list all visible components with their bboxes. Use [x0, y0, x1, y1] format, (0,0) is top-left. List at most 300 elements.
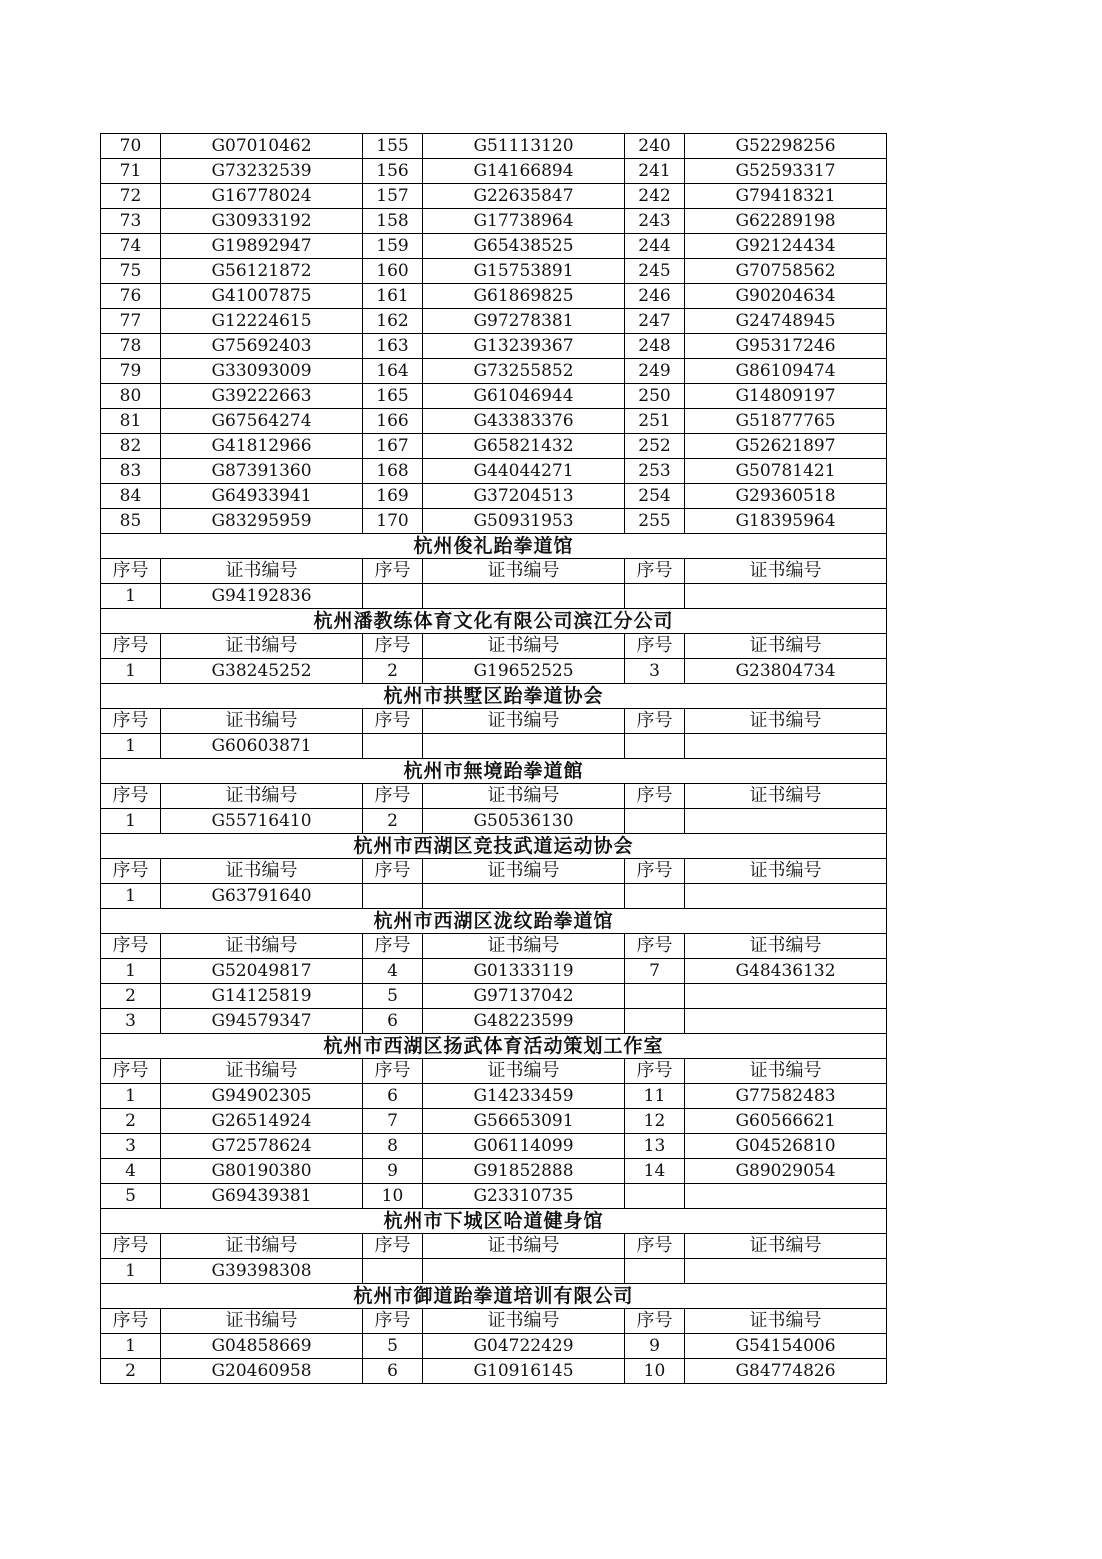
section-title-row [101, 609, 887, 634]
seq-cell [625, 809, 685, 834]
cert-number-header: 证书编号 [685, 1059, 887, 1084]
seq-cell [363, 1259, 423, 1284]
seq-cell: 1 [101, 809, 161, 834]
table-row [101, 509, 887, 534]
cert-number-cell [423, 584, 625, 609]
seq-cell: 240 [625, 134, 685, 159]
cert-number-header: 证书编号 [161, 1059, 363, 1084]
cert-number-cell: G92124434 [685, 234, 887, 259]
table-row [101, 659, 887, 684]
cert-number-cell: G39398308 [161, 1259, 363, 1284]
cert-number-header: 证书编号 [685, 784, 887, 809]
cert-number-cell: G38245252 [161, 659, 363, 684]
cert-number-header: 证书编号 [423, 1059, 625, 1084]
cert-number-cell: G97278381 [423, 309, 625, 334]
cert-number-header: 证书编号 [161, 1234, 363, 1259]
section-title: 杭州市下城区哈道健身馆 [101, 1209, 887, 1234]
seq-header: 序号 [625, 1059, 685, 1084]
seq-cell: 162 [363, 309, 423, 334]
seq-header: 序号 [363, 934, 423, 959]
seq-cell: 9 [363, 1159, 423, 1184]
section-title-row [101, 534, 887, 559]
cert-number-cell: G91852888 [423, 1159, 625, 1184]
column-header-row [101, 1059, 887, 1084]
seq-cell: 85 [101, 509, 161, 534]
cert-number-cell: G67564274 [161, 409, 363, 434]
seq-cell: 8 [363, 1134, 423, 1159]
cert-number-cell: G52049817 [161, 959, 363, 984]
seq-cell: 156 [363, 159, 423, 184]
cert-number-cell: G86109474 [685, 359, 887, 384]
cert-number-cell: G14166894 [423, 159, 625, 184]
cert-number-cell: G37204513 [423, 484, 625, 509]
section-title-row [101, 1034, 887, 1059]
cert-number-header: 证书编号 [685, 709, 887, 734]
table-row [101, 234, 887, 259]
section-title: 杭州市無境跆拳道館 [101, 759, 887, 784]
seq-cell: 1 [101, 1084, 161, 1109]
cert-number-cell: G30933192 [161, 209, 363, 234]
cert-number-cell: G15753891 [423, 259, 625, 284]
cert-number-cell: G04858669 [161, 1334, 363, 1359]
cert-number-cell: G19652525 [423, 659, 625, 684]
table-row [101, 884, 887, 909]
table-row [101, 209, 887, 234]
cert-number-cell [685, 734, 887, 759]
seq-header: 序号 [101, 1309, 161, 1334]
cert-number-cell: G50536130 [423, 809, 625, 834]
cert-number-cell [685, 809, 887, 834]
cert-number-cell: G16778024 [161, 184, 363, 209]
cert-number-cell: G04722429 [423, 1334, 625, 1359]
cert-number-cell: G55716410 [161, 809, 363, 834]
seq-cell: 79 [101, 359, 161, 384]
cert-number-header: 证书编号 [423, 784, 625, 809]
table-row [101, 1159, 887, 1184]
cert-number-header: 证书编号 [685, 1309, 887, 1334]
cert-number-cell: G13239367 [423, 334, 625, 359]
cert-number-header: 证书编号 [161, 1309, 363, 1334]
seq-cell: 78 [101, 334, 161, 359]
cert-number-cell: G06114099 [423, 1134, 625, 1159]
cert-number-cell: G12224615 [161, 309, 363, 334]
cert-number-cell: G60566621 [685, 1109, 887, 1134]
table-row [101, 809, 887, 834]
seq-header: 序号 [101, 634, 161, 659]
seq-cell: 1 [101, 1259, 161, 1284]
column-header-row [101, 709, 887, 734]
seq-cell: 6 [363, 1084, 423, 1109]
seq-cell: 13 [625, 1134, 685, 1159]
seq-cell: 76 [101, 284, 161, 309]
cert-number-header: 证书编号 [423, 709, 625, 734]
seq-cell: 9 [625, 1334, 685, 1359]
cert-number-cell: G52298256 [685, 134, 887, 159]
cert-number-header: 证书编号 [423, 859, 625, 884]
seq-header: 序号 [625, 559, 685, 584]
seq-cell: 243 [625, 209, 685, 234]
column-header-row [101, 934, 887, 959]
column-header-row [101, 1309, 887, 1334]
seq-cell: 255 [625, 509, 685, 534]
column-header-row [101, 1234, 887, 1259]
cert-number-cell: G65438525 [423, 234, 625, 259]
seq-cell: 7 [363, 1109, 423, 1134]
seq-cell: 166 [363, 409, 423, 434]
cert-number-cell [423, 734, 625, 759]
cert-number-cell: G22635847 [423, 184, 625, 209]
seq-cell: 1 [101, 659, 161, 684]
section-title-row [101, 1209, 887, 1234]
table-row [101, 1134, 887, 1159]
cert-number-cell: G52593317 [685, 159, 887, 184]
cert-number-cell: G14125819 [161, 984, 363, 1009]
seq-cell [625, 1259, 685, 1284]
seq-cell: 3 [101, 1134, 161, 1159]
cert-number-cell: G41812966 [161, 434, 363, 459]
seq-header: 序号 [101, 934, 161, 959]
seq-cell: 84 [101, 484, 161, 509]
table-row [101, 1184, 887, 1209]
cert-number-cell: G51877765 [685, 409, 887, 434]
cert-number-cell: G97137042 [423, 984, 625, 1009]
cert-number-header: 证书编号 [161, 559, 363, 584]
seq-header: 序号 [625, 859, 685, 884]
cert-number-cell: G07010462 [161, 134, 363, 159]
cert-number-header: 证书编号 [423, 1309, 625, 1334]
seq-cell: 10 [363, 1184, 423, 1209]
section-title: 杭州市西湖区竞技武道运动协会 [101, 834, 887, 859]
seq-cell: 251 [625, 409, 685, 434]
seq-header: 序号 [101, 1234, 161, 1259]
cert-number-cell: G52621897 [685, 434, 887, 459]
column-header-row [101, 859, 887, 884]
cert-number-cell: G70758562 [685, 259, 887, 284]
cert-number-cell: G60603871 [161, 734, 363, 759]
table-row [101, 1009, 887, 1034]
seq-cell: 72 [101, 184, 161, 209]
seq-cell: 2 [363, 659, 423, 684]
cert-number-cell: G62289198 [685, 209, 887, 234]
cert-number-cell: G39222663 [161, 384, 363, 409]
seq-header: 序号 [363, 1309, 423, 1334]
seq-cell [363, 734, 423, 759]
seq-cell: 74 [101, 234, 161, 259]
cert-number-cell: G56653091 [423, 1109, 625, 1134]
seq-header: 序号 [363, 634, 423, 659]
cert-number-cell: G90204634 [685, 284, 887, 309]
seq-cell [363, 884, 423, 909]
seq-header: 序号 [101, 1059, 161, 1084]
seq-cell: 6 [363, 1009, 423, 1034]
cert-number-header: 证书编号 [685, 559, 887, 584]
cert-number-cell: G79418321 [685, 184, 887, 209]
cert-number-cell: G33093009 [161, 359, 363, 384]
seq-cell: 3 [625, 659, 685, 684]
seq-cell: 250 [625, 384, 685, 409]
seq-cell: 10 [625, 1359, 685, 1384]
cert-number-header: 证书编号 [161, 934, 363, 959]
seq-cell: 83 [101, 459, 161, 484]
seq-cell: 252 [625, 434, 685, 459]
cert-number-cell: G63791640 [161, 884, 363, 909]
seq-cell: 5 [363, 984, 423, 1009]
table-row [101, 1334, 887, 1359]
seq-cell: 4 [101, 1159, 161, 1184]
seq-cell: 246 [625, 284, 685, 309]
section-title-row [101, 834, 887, 859]
seq-cell: 81 [101, 409, 161, 434]
table-row [101, 184, 887, 209]
seq-cell: 158 [363, 209, 423, 234]
seq-header: 序号 [363, 559, 423, 584]
table-row [101, 409, 887, 434]
seq-header: 序号 [625, 709, 685, 734]
section-title: 杭州市西湖区扬武体育活动策划工作室 [101, 1034, 887, 1059]
seq-cell: 70 [101, 134, 161, 159]
seq-cell: 249 [625, 359, 685, 384]
seq-cell: 244 [625, 234, 685, 259]
cert-number-cell: G26514924 [161, 1109, 363, 1134]
seq-header: 序号 [101, 559, 161, 584]
seq-cell: 170 [363, 509, 423, 534]
seq-cell: 75 [101, 259, 161, 284]
seq-cell [625, 984, 685, 1009]
cert-number-cell [685, 584, 887, 609]
seq-header: 序号 [101, 709, 161, 734]
seq-header: 序号 [625, 784, 685, 809]
seq-cell: 14 [625, 1159, 685, 1184]
cert-number-cell: G87391360 [161, 459, 363, 484]
seq-cell: 1 [101, 734, 161, 759]
section-title-row [101, 1284, 887, 1309]
table-row [101, 1359, 887, 1384]
seq-cell: 6 [363, 1359, 423, 1384]
cert-number-cell: G14809197 [685, 384, 887, 409]
seq-cell: 248 [625, 334, 685, 359]
section-title-row [101, 684, 887, 709]
seq-cell: 11 [625, 1084, 685, 1109]
cert-number-header: 证书编号 [685, 634, 887, 659]
cert-number-cell: G48436132 [685, 959, 887, 984]
cert-number-cell: G61869825 [423, 284, 625, 309]
table-row [101, 384, 887, 409]
seq-cell: 254 [625, 484, 685, 509]
cert-number-cell: G61046944 [423, 384, 625, 409]
cert-number-cell [685, 1184, 887, 1209]
seq-cell: 159 [363, 234, 423, 259]
table-row [101, 734, 887, 759]
section-title: 杭州市御道跆拳道培训有限公司 [101, 1284, 887, 1309]
seq-cell: 1 [101, 1334, 161, 1359]
seq-cell: 3 [101, 1009, 161, 1034]
cert-number-header: 证书编号 [685, 934, 887, 959]
cert-number-cell: G14233459 [423, 1084, 625, 1109]
seq-cell: 241 [625, 159, 685, 184]
table-row [101, 334, 887, 359]
cert-number-cell: G95317246 [685, 334, 887, 359]
cert-number-cell: G80190380 [161, 1159, 363, 1184]
section-title-row [101, 909, 887, 934]
seq-cell [625, 734, 685, 759]
seq-cell: 71 [101, 159, 161, 184]
seq-header: 序号 [363, 859, 423, 884]
seq-cell: 4 [363, 959, 423, 984]
cert-number-cell: G51113120 [423, 134, 625, 159]
cert-number-cell [685, 1009, 887, 1034]
cert-number-header: 证书编号 [161, 784, 363, 809]
cert-number-cell: G41007875 [161, 284, 363, 309]
table-row [101, 359, 887, 384]
cert-number-header: 证书编号 [423, 559, 625, 584]
cert-number-cell [423, 884, 625, 909]
table-row [101, 434, 887, 459]
cert-number-cell: G24748945 [685, 309, 887, 334]
cert-number-cell: G69439381 [161, 1184, 363, 1209]
cert-number-cell: G77582483 [685, 1084, 887, 1109]
seq-header: 序号 [625, 1234, 685, 1259]
seq-cell: 247 [625, 309, 685, 334]
section-title: 杭州俊礼跆拳道馆 [101, 534, 887, 559]
column-header-row [101, 634, 887, 659]
seq-cell: 2 [363, 809, 423, 834]
seq-cell: 80 [101, 384, 161, 409]
seq-cell: 157 [363, 184, 423, 209]
seq-cell: 73 [101, 209, 161, 234]
cert-number-header: 证书编号 [423, 934, 625, 959]
cert-number-cell: G20460958 [161, 1359, 363, 1384]
cert-number-cell: G83295959 [161, 509, 363, 534]
seq-header: 序号 [101, 859, 161, 884]
cert-number-cell: G73232539 [161, 159, 363, 184]
seq-cell: 160 [363, 259, 423, 284]
cert-number-cell [685, 1259, 887, 1284]
cert-number-cell: G48223599 [423, 1009, 625, 1034]
seq-cell [625, 884, 685, 909]
cert-number-cell: G94902305 [161, 1084, 363, 1109]
cert-number-header: 证书编号 [685, 859, 887, 884]
column-header-row [101, 784, 887, 809]
table-row [101, 1084, 887, 1109]
table-row [101, 284, 887, 309]
seq-cell: 77 [101, 309, 161, 334]
table-row [101, 459, 887, 484]
seq-cell: 245 [625, 259, 685, 284]
cert-number-cell: G19892947 [161, 234, 363, 259]
table-row [101, 134, 887, 159]
cert-number-cell: G43383376 [423, 409, 625, 434]
seq-cell: 1 [101, 584, 161, 609]
cert-number-cell: G29360518 [685, 484, 887, 509]
cert-number-header: 证书编号 [423, 634, 625, 659]
cert-number-header: 证书编号 [423, 1234, 625, 1259]
cert-number-cell [423, 1259, 625, 1284]
seq-cell: 169 [363, 484, 423, 509]
cert-number-cell: G84774826 [685, 1359, 887, 1384]
certificate-table-body [101, 134, 887, 1384]
table-row [101, 309, 887, 334]
section-title: 杭州市西湖区泷纹跆拳道馆 [101, 909, 887, 934]
seq-cell: 7 [625, 959, 685, 984]
cert-number-header: 证书编号 [161, 709, 363, 734]
seq-header: 序号 [363, 1059, 423, 1084]
table-row [101, 484, 887, 509]
table-row [101, 1109, 887, 1134]
seq-header: 序号 [625, 634, 685, 659]
certificate-table [100, 133, 887, 1384]
cert-number-cell: G65821432 [423, 434, 625, 459]
table-row [101, 959, 887, 984]
cert-number-cell [685, 984, 887, 1009]
seq-header: 序号 [363, 1234, 423, 1259]
cert-number-cell [685, 884, 887, 909]
seq-cell: 165 [363, 384, 423, 409]
cert-number-cell: G94192836 [161, 584, 363, 609]
seq-cell: 253 [625, 459, 685, 484]
seq-cell: 5 [101, 1184, 161, 1209]
cert-number-cell: G44044271 [423, 459, 625, 484]
seq-cell: 2 [101, 984, 161, 1009]
cert-number-cell: G01333119 [423, 959, 625, 984]
cert-number-cell: G23310735 [423, 1184, 625, 1209]
seq-cell: 161 [363, 284, 423, 309]
table-row [101, 159, 887, 184]
seq-cell [625, 1009, 685, 1034]
seq-cell: 167 [363, 434, 423, 459]
column-header-row [101, 559, 887, 584]
seq-header: 序号 [625, 934, 685, 959]
section-title: 杭州潘教练体育文化有限公司滨江分公司 [101, 609, 887, 634]
cert-number-cell: G23804734 [685, 659, 887, 684]
cert-number-header: 证书编号 [161, 859, 363, 884]
seq-cell: 1 [101, 884, 161, 909]
cert-number-cell: G94579347 [161, 1009, 363, 1034]
table-row [101, 984, 887, 1009]
section-title-row [101, 759, 887, 784]
seq-cell: 2 [101, 1109, 161, 1134]
seq-cell: 82 [101, 434, 161, 459]
cert-number-cell: G56121872 [161, 259, 363, 284]
cert-number-cell: G18395964 [685, 509, 887, 534]
cert-number-header: 证书编号 [161, 634, 363, 659]
table-row [101, 584, 887, 609]
seq-header: 序号 [363, 709, 423, 734]
cert-number-cell: G75692403 [161, 334, 363, 359]
seq-cell: 12 [625, 1109, 685, 1134]
seq-cell: 168 [363, 459, 423, 484]
cert-number-cell: G10916145 [423, 1359, 625, 1384]
cert-number-cell: G04526810 [685, 1134, 887, 1159]
seq-cell: 1 [101, 959, 161, 984]
cert-number-header: 证书编号 [685, 1234, 887, 1259]
cert-number-cell: G54154006 [685, 1334, 887, 1359]
seq-cell: 2 [101, 1359, 161, 1384]
cert-number-cell: G73255852 [423, 359, 625, 384]
seq-cell [363, 584, 423, 609]
table-row [101, 259, 887, 284]
section-title: 杭州市拱墅区跆拳道协会 [101, 684, 887, 709]
seq-cell: 5 [363, 1334, 423, 1359]
seq-header: 序号 [625, 1309, 685, 1334]
cert-number-cell: G72578624 [161, 1134, 363, 1159]
cert-number-cell: G50931953 [423, 509, 625, 534]
seq-cell: 155 [363, 134, 423, 159]
seq-header: 序号 [363, 784, 423, 809]
seq-cell: 164 [363, 359, 423, 384]
cert-number-cell: G50781421 [685, 459, 887, 484]
cert-number-cell: G17738964 [423, 209, 625, 234]
seq-cell: 242 [625, 184, 685, 209]
